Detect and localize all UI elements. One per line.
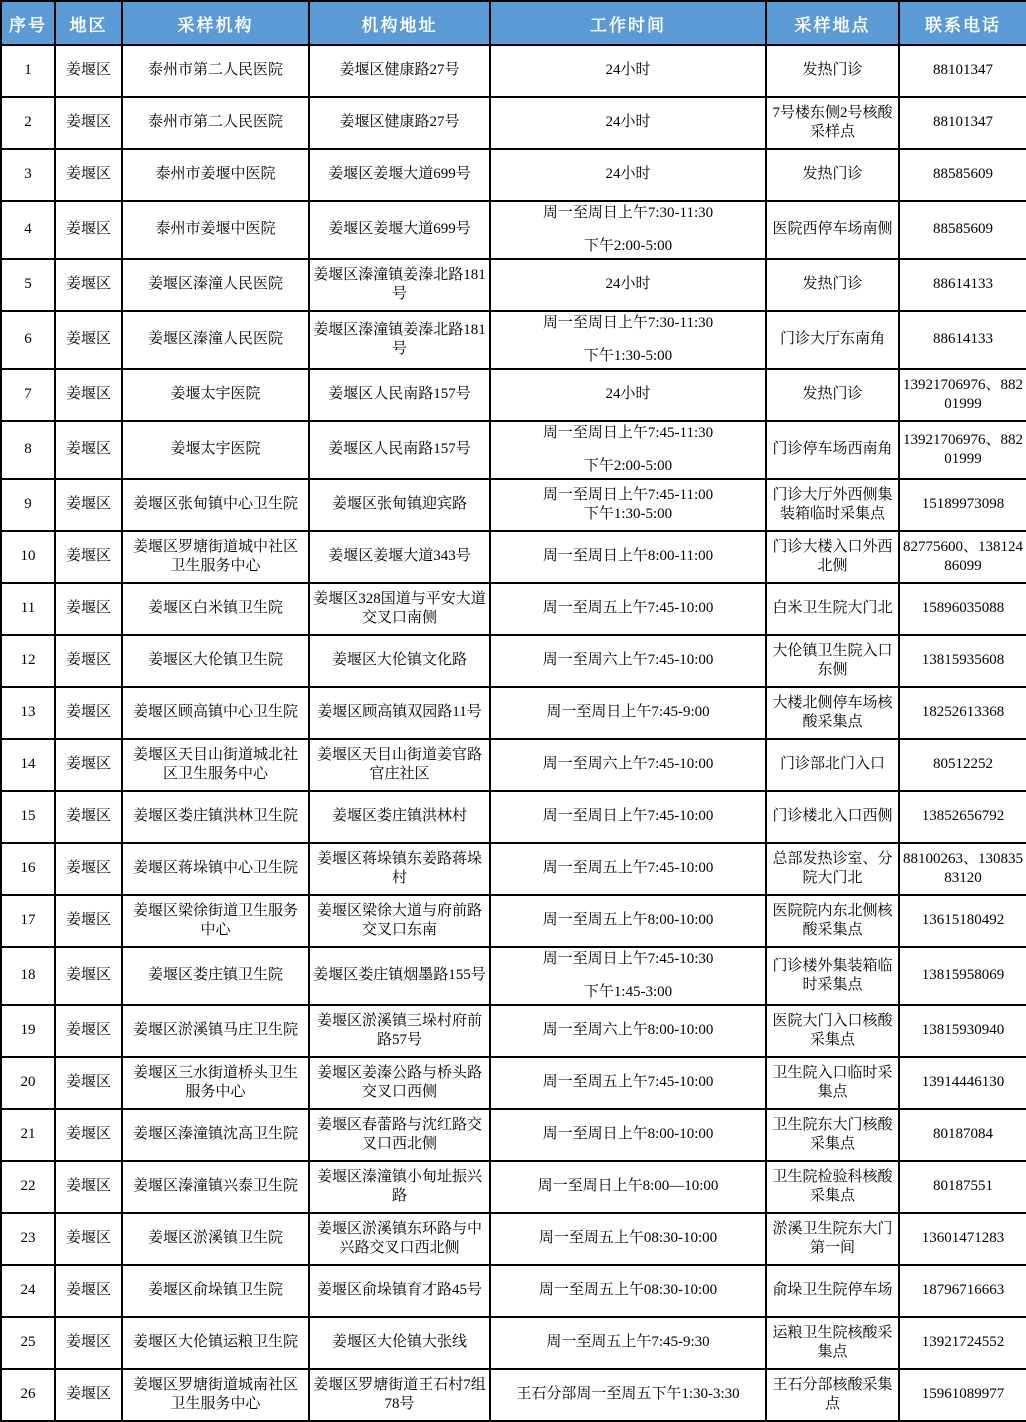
time-line: 24小时 <box>605 386 651 403</box>
cell-address: 姜堰区蒋垛镇东姜路蒋垛村 <box>309 843 490 895</box>
cell-address: 姜堰区春蕾路与沈红路交叉口西北侧 <box>309 1109 490 1161</box>
cell-address: 姜堰区大伦镇大张线 <box>309 1317 490 1369</box>
cell-org: 姜堰区溱潼镇沈高卫生院 <box>122 1109 309 1161</box>
time-line: 周一至周五上午7:45-10:00 <box>542 860 714 877</box>
time-line: 周一至周日上午7:45-10:00 <box>542 808 714 825</box>
cell-org: 姜堰区淤溪镇卫生院 <box>122 1213 309 1265</box>
cell-org: 姜堰区娄庄镇卫生院 <box>122 947 309 1005</box>
cell-phone: 13615180492 <box>899 895 1026 947</box>
cell-phone: 88614133 <box>899 259 1026 311</box>
cell-org: 姜堰区大伦镇运粮卫生院 <box>122 1317 309 1369</box>
cell-district: 姜堰区 <box>55 1369 122 1421</box>
cell-no: 23 <box>1 1213 55 1265</box>
cell-address: 姜堰区天目山街道姜官路官庄社区 <box>309 739 490 791</box>
cell-org: 姜堰区溱潼镇兴泰卫生院 <box>122 1161 309 1213</box>
cell-time <box>490 895 766 947</box>
cell-district: 姜堰区 <box>55 149 122 201</box>
cell-time <box>490 45 766 97</box>
cell-site: 卫生院检验科核酸采集点 <box>766 1161 899 1213</box>
cell-site: 7号楼东侧2号核酸采样点 <box>766 97 899 149</box>
cell-time <box>490 1057 766 1109</box>
time-line: 周一至周日上午7:45-11:30 <box>542 425 714 441</box>
table-row <box>1 1317 1026 1369</box>
cell-site: 门诊大厅外西侧集装箱临时采集点 <box>766 479 899 531</box>
time-line: 周一至周六上午7:45-10:00 <box>542 756 714 773</box>
table-row <box>1 479 1026 531</box>
cell-district: 姜堰区 <box>55 1161 122 1213</box>
cell-no: 5 <box>1 259 55 311</box>
table-row <box>1 201 1026 259</box>
cell-time <box>490 149 766 201</box>
time-line: 周一至周六上午7:45-10:00 <box>542 652 714 669</box>
time-line: 下午1:30-5:00 <box>583 506 673 522</box>
time-line: 周一至周日上午8:00—10:00 <box>537 1178 719 1195</box>
cell-address: 姜堰区姜溱公路与桥头路交叉口西侧 <box>309 1057 490 1109</box>
cell-address: 姜堰区娄庄镇烟墨路155号 <box>309 947 490 1005</box>
cell-site: 门诊楼北入口西侧 <box>766 791 899 843</box>
cell-address: 姜堰区溱潼镇姜溱北路181号 <box>309 311 490 369</box>
time-line: 周一至周五上午8:00-10:00 <box>542 912 714 929</box>
time-line: 周一至周六上午8:00-10:00 <box>542 1022 714 1039</box>
cell-time <box>490 947 766 1005</box>
cell-time <box>490 259 766 311</box>
cell-time <box>490 1005 766 1057</box>
cell-phone: 18252613368 <box>899 687 1026 739</box>
cell-time <box>490 479 766 531</box>
cell-phone: 13815930940 <box>899 1005 1026 1057</box>
cell-no: 13 <box>1 687 55 739</box>
cell-address: 姜堰区淤溪镇三垛村府前路57号 <box>309 1005 490 1057</box>
cell-time <box>490 1161 766 1213</box>
cell-address: 姜堰区328国道与平安大道交叉口南侧 <box>309 583 490 635</box>
cell-no: 22 <box>1 1161 55 1213</box>
cell-address: 姜堰区姜堰大道699号 <box>309 149 490 201</box>
cell-site: 运粮卫生院核酸采集点 <box>766 1317 899 1369</box>
cell-district: 姜堰区 <box>55 791 122 843</box>
cell-time <box>490 791 766 843</box>
column-header-district: 地区 <box>55 1 122 45</box>
cell-district: 姜堰区 <box>55 1057 122 1109</box>
table-header <box>1 1 1026 45</box>
cell-address: 姜堰区健康路27号 <box>309 97 490 149</box>
time-line: 周一至周日上午7:30-11:30 <box>542 205 714 221</box>
table-row <box>1 531 1026 583</box>
cell-no: 15 <box>1 791 55 843</box>
cell-site: 门诊大厅东南角 <box>766 311 899 369</box>
cell-no: 4 <box>1 201 55 259</box>
cell-district: 姜堰区 <box>55 635 122 687</box>
cell-no: 6 <box>1 311 55 369</box>
cell-phone: 13921706976、88201999 <box>899 369 1026 421</box>
cell-site: 总部发热诊室、分院大门北 <box>766 843 899 895</box>
column-header-no: 序号 <box>1 1 55 45</box>
cell-phone: 88585609 <box>899 201 1026 259</box>
cell-site: 卫生院入口临时采集点 <box>766 1057 899 1109</box>
cell-phone: 13852656792 <box>899 791 1026 843</box>
cell-time <box>490 1109 766 1161</box>
cell-phone: 13921724552 <box>899 1317 1026 1369</box>
cell-address: 姜堰区俞垛镇育才路45号 <box>309 1265 490 1317</box>
cell-no: 26 <box>1 1369 55 1421</box>
cell-org: 姜堰区蒋垛镇中心卫生院 <box>122 843 309 895</box>
cell-site: 发热门诊 <box>766 369 899 421</box>
cell-org: 姜堰区罗塘街道城南社区卫生服务中心 <box>122 1369 309 1421</box>
cell-site: 卫生院东大门核酸采集点 <box>766 1109 899 1161</box>
cell-time <box>490 369 766 421</box>
cell-phone: 88100263、13083583120 <box>899 843 1026 895</box>
cell-time <box>490 531 766 583</box>
cell-address: 姜堰区顾高镇双园路11号 <box>309 687 490 739</box>
cell-no: 21 <box>1 1109 55 1161</box>
table-body <box>1 45 1026 1421</box>
table-row <box>1 421 1026 479</box>
table-row <box>1 97 1026 149</box>
cell-site: 医院大门入口核酸采集点 <box>766 1005 899 1057</box>
time-line: 24小时 <box>605 166 651 183</box>
cell-no: 16 <box>1 843 55 895</box>
cell-no: 14 <box>1 739 55 791</box>
cell-district: 姜堰区 <box>55 45 122 97</box>
cell-address: 姜堰区罗塘街道王石村7组78号 <box>309 1369 490 1421</box>
time-line: 周一至周日上午7:45-10:30 <box>542 951 714 967</box>
cell-district: 姜堰区 <box>55 479 122 531</box>
time-line: 周一至周日上午7:45-11:00 <box>542 486 714 503</box>
cell-address: 姜堰区大伦镇文化路 <box>309 635 490 687</box>
cell-time <box>490 1265 766 1317</box>
column-header-phone: 联系电话 <box>899 1 1026 45</box>
cell-org: 姜堰区溱潼人民医院 <box>122 311 309 369</box>
column-header-org: 采样机构 <box>122 1 309 45</box>
cell-district: 姜堰区 <box>55 259 122 311</box>
cell-district: 姜堰区 <box>55 843 122 895</box>
cell-no: 2 <box>1 97 55 149</box>
cell-phone: 88101347 <box>899 45 1026 97</box>
cell-district: 姜堰区 <box>55 1213 122 1265</box>
cell-phone: 15896035088 <box>899 583 1026 635</box>
cell-org: 姜堰区淤溪镇马庄卫生院 <box>122 1005 309 1057</box>
cell-district: 姜堰区 <box>55 421 122 479</box>
column-header-address: 机构地址 <box>309 1 490 45</box>
cell-phone: 88585609 <box>899 149 1026 201</box>
time-line: 周一至周日上午8:00-11:00 <box>542 548 714 565</box>
table-row <box>1 1057 1026 1109</box>
cell-org: 姜堰区张甸镇中心卫生院 <box>122 479 309 531</box>
cell-org: 姜堰区三水街道桥头卫生服务中心 <box>122 1057 309 1109</box>
cell-no: 10 <box>1 531 55 583</box>
cell-org: 姜堰区罗塘街道城中社区卫生服务中心 <box>122 531 309 583</box>
cell-phone: 15961089977 <box>899 1369 1026 1421</box>
cell-no: 7 <box>1 369 55 421</box>
time-line: 24小时 <box>605 62 651 79</box>
cell-address: 姜堰区姜堰大道699号 <box>309 201 490 259</box>
table-row <box>1 1109 1026 1161</box>
cell-no: 24 <box>1 1265 55 1317</box>
cell-district: 姜堰区 <box>55 531 122 583</box>
table-row <box>1 635 1026 687</box>
cell-address: 姜堰区张甸镇迎宾路 <box>309 479 490 531</box>
cell-address: 姜堰区梁徐大道与府前路交叉口东南 <box>309 895 490 947</box>
cell-time <box>490 687 766 739</box>
cell-phone: 80512252 <box>899 739 1026 791</box>
cell-district: 姜堰区 <box>55 687 122 739</box>
cell-district: 姜堰区 <box>55 583 122 635</box>
cell-org: 姜堰区大伦镇卫生院 <box>122 635 309 687</box>
table-row <box>1 583 1026 635</box>
cell-org: 泰州市姜堰中医院 <box>122 201 309 259</box>
column-header-site: 采样地点 <box>766 1 899 45</box>
cell-org: 姜堰区娄庄镇洪林卫生院 <box>122 791 309 843</box>
cell-phone: 82775600、13812486099 <box>899 531 1026 583</box>
cell-phone: 15189973098 <box>899 479 1026 531</box>
cell-time <box>490 97 766 149</box>
cell-phone: 80187084 <box>899 1109 1026 1161</box>
cell-district: 姜堰区 <box>55 739 122 791</box>
cell-phone: 13815935608 <box>899 635 1026 687</box>
cell-time <box>490 635 766 687</box>
cell-org: 姜堰区梁徐街道卫生服务中心 <box>122 895 309 947</box>
time-line: 下午2:00-5:00 <box>583 457 673 474</box>
cell-district: 姜堰区 <box>55 895 122 947</box>
cell-phone: 13914446130 <box>899 1057 1026 1109</box>
cell-district: 姜堰区 <box>55 201 122 259</box>
cell-address: 姜堰区溱潼镇姜溱北路181号 <box>309 259 490 311</box>
table-row <box>1 843 1026 895</box>
cell-org: 姜堰区溱潼人民医院 <box>122 259 309 311</box>
cell-site: 发热门诊 <box>766 149 899 201</box>
table-row <box>1 895 1026 947</box>
cell-site: 王石分部核酸采集点 <box>766 1369 899 1421</box>
cell-org: 姜堰太宇医院 <box>122 369 309 421</box>
cell-time <box>490 1213 766 1265</box>
table-row <box>1 739 1026 791</box>
time-line: 下午1:30-5:00 <box>583 347 673 364</box>
cell-no: 19 <box>1 1005 55 1057</box>
cell-phone: 13601471283 <box>899 1213 1026 1265</box>
cell-phone: 18796716663 <box>899 1265 1026 1317</box>
cell-site: 白米卫生院大门北 <box>766 583 899 635</box>
cell-address: 姜堰区人民南路157号 <box>309 369 490 421</box>
cell-site: 俞垛卫生院停车场 <box>766 1265 899 1317</box>
cell-district: 姜堰区 <box>55 1265 122 1317</box>
cell-address: 姜堰区健康路27号 <box>309 45 490 97</box>
table-row <box>1 1213 1026 1265</box>
time-line: 周一至周五上午08:30-10:00 <box>538 1230 718 1247</box>
table-row <box>1 45 1026 97</box>
cell-org: 泰州市第二人民医院 <box>122 97 309 149</box>
time-line: 周一至周五上午7:45-9:30 <box>546 1334 710 1351</box>
header-row <box>1 1 1026 45</box>
cell-address: 姜堰区溱潼镇小甸址振兴路 <box>309 1161 490 1213</box>
cell-no: 20 <box>1 1057 55 1109</box>
cell-site: 发热门诊 <box>766 259 899 311</box>
cell-district: 姜堰区 <box>55 97 122 149</box>
table-row <box>1 369 1026 421</box>
time-line: 下午1:45-3:00 <box>583 983 673 1000</box>
cell-time <box>490 421 766 479</box>
cell-district: 姜堰区 <box>55 1109 122 1161</box>
time-line: 周一至周五上午7:45-10:00 <box>542 1074 714 1091</box>
cell-time <box>490 583 766 635</box>
time-line: 周一至周日上午7:30-11:30 <box>542 315 714 331</box>
cell-site: 门诊部北门入口 <box>766 739 899 791</box>
time-line: 24小时 <box>605 114 651 131</box>
time-line: 周一至周五上午7:45-10:00 <box>542 600 714 617</box>
cell-time <box>490 739 766 791</box>
column-header-time: 工作时间 <box>490 1 766 45</box>
cell-address: 姜堰区人民南路157号 <box>309 421 490 479</box>
cell-district: 姜堰区 <box>55 947 122 1005</box>
cell-site: 医院西停车场南侧 <box>766 201 899 259</box>
time-line: 周一至周日上午7:45-9:00 <box>546 704 710 721</box>
cell-no: 17 <box>1 895 55 947</box>
cell-no: 12 <box>1 635 55 687</box>
cell-phone: 13921706976、88201999 <box>899 421 1026 479</box>
cell-time <box>490 843 766 895</box>
cell-time <box>490 201 766 259</box>
cell-org: 姜堰区顾高镇中心卫生院 <box>122 687 309 739</box>
cell-site: 门诊楼外集装箱临时采集点 <box>766 947 899 1005</box>
cell-org: 姜堰区白米镇卫生院 <box>122 583 309 635</box>
cell-site: 大楼北侧停车场核酸采集点 <box>766 687 899 739</box>
cell-no: 3 <box>1 149 55 201</box>
table-row <box>1 1265 1026 1317</box>
cell-district: 姜堰区 <box>55 311 122 369</box>
cell-no: 18 <box>1 947 55 1005</box>
cell-site: 门诊大楼入口外西北侧 <box>766 531 899 583</box>
cell-org: 姜堰区俞垛镇卫生院 <box>122 1265 309 1317</box>
cell-no: 25 <box>1 1317 55 1369</box>
cell-address: 姜堰区娄庄镇洪林村 <box>309 791 490 843</box>
cell-site: 大伦镇卫生院入口东侧 <box>766 635 899 687</box>
time-line: 24小时 <box>605 276 651 293</box>
cell-time <box>490 311 766 369</box>
time-line: 周一至周五上午08:30-10:00 <box>538 1282 718 1299</box>
cell-district: 姜堰区 <box>55 369 122 421</box>
table-row <box>1 1005 1026 1057</box>
cell-phone: 13815958069 <box>899 947 1026 1005</box>
cell-no: 9 <box>1 479 55 531</box>
cell-time <box>490 1369 766 1421</box>
cell-address: 姜堰区淤溪镇东环路与中兴路交叉口西北侧 <box>309 1213 490 1265</box>
cell-district: 姜堰区 <box>55 1317 122 1369</box>
cell-site: 发热门诊 <box>766 45 899 97</box>
table-row <box>1 311 1026 369</box>
cell-site: 医院院内东北侧核酸采集点 <box>766 895 899 947</box>
cell-time <box>490 1317 766 1369</box>
cell-district: 姜堰区 <box>55 1005 122 1057</box>
cell-site: 门诊停车场西南角 <box>766 421 899 479</box>
cell-address: 姜堰区姜堰大道343号 <box>309 531 490 583</box>
time-line: 王石分部周一至周五下午1:30-3:30 <box>516 1386 740 1403</box>
time-line: 周一至周日上午8:00-10:00 <box>542 1126 714 1143</box>
table-row <box>1 947 1026 1005</box>
cell-org: 泰州市姜堰中医院 <box>122 149 309 201</box>
table-row <box>1 259 1026 311</box>
cell-no: 1 <box>1 45 55 97</box>
table-row <box>1 149 1026 201</box>
table-row <box>1 1161 1026 1213</box>
cell-phone: 88101347 <box>899 97 1026 149</box>
table-row <box>1 791 1026 843</box>
cell-phone: 80187551 <box>899 1161 1026 1213</box>
cell-site: 淤溪卫生院东大门第一间 <box>766 1213 899 1265</box>
cell-no: 11 <box>1 583 55 635</box>
table-row <box>1 687 1026 739</box>
cell-no: 8 <box>1 421 55 479</box>
cell-org: 泰州市第二人民医院 <box>122 45 309 97</box>
time-line: 下午2:00-5:00 <box>583 237 673 254</box>
cell-org: 姜堰太宇医院 <box>122 421 309 479</box>
cell-phone: 88614133 <box>899 311 1026 369</box>
cell-org: 姜堰区天目山街道城北社区卫生服务中心 <box>122 739 309 791</box>
table-row <box>1 1369 1026 1421</box>
